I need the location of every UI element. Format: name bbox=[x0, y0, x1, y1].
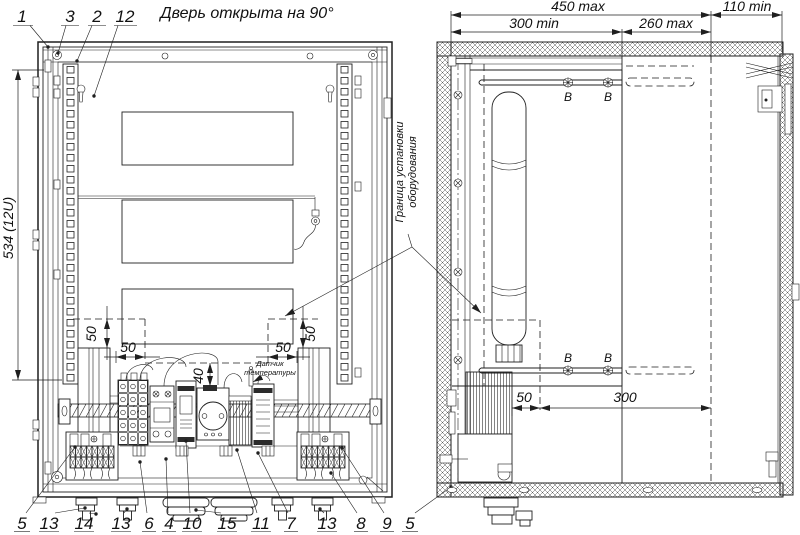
door-handle-side bbox=[792, 284, 799, 300]
gland-side bbox=[484, 498, 532, 526]
side-view bbox=[437, 0, 799, 526]
thermostat bbox=[197, 385, 229, 440]
relay-module bbox=[252, 384, 274, 447]
svg-text:7: 7 bbox=[286, 514, 296, 533]
dim-260-max bbox=[622, 15, 711, 32]
rack-rail-right bbox=[337, 64, 352, 384]
front-view bbox=[0, 7, 453, 533]
marker-b-2: В bbox=[603, 90, 613, 104]
marker-b-4: В bbox=[603, 351, 613, 365]
dim-300-side-label: 300 bbox=[613, 389, 637, 405]
svg-text:13: 13 bbox=[317, 514, 337, 533]
dim-260max-label: 260 max bbox=[639, 15, 693, 31]
drawing-title: Дверь открыта на 90° bbox=[160, 5, 334, 22]
dim-50-side-label: 50 bbox=[516, 389, 532, 405]
terminal-strip bbox=[229, 396, 251, 445]
top-mounting-bar bbox=[448, 56, 622, 66]
callout-3 bbox=[56, 7, 79, 55]
terminal-block-left bbox=[66, 432, 118, 480]
contactor bbox=[150, 386, 174, 442]
equipment-slot-rects bbox=[122, 112, 293, 344]
callout-14 bbox=[74, 512, 98, 533]
dim-50-right-h-label: 50 bbox=[275, 339, 291, 355]
sensor-cable bbox=[78, 196, 320, 249]
dim-40 bbox=[190, 363, 210, 386]
dim-50-right-v-label: 50 bbox=[302, 326, 318, 342]
keyhole-slot-right bbox=[326, 85, 334, 102]
dim-300min-label: 300 min bbox=[509, 15, 559, 31]
cable-duct-right bbox=[298, 348, 330, 437]
svg-text:6: 6 bbox=[144, 514, 154, 533]
svg-text:5: 5 bbox=[17, 514, 27, 533]
sensor-label-1: Датчик bbox=[256, 359, 284, 368]
svg-text:15: 15 bbox=[217, 514, 237, 533]
svg-text:4: 4 bbox=[164, 514, 174, 533]
svg-text:1: 1 bbox=[17, 7, 27, 26]
dim-534-label: 534 (12U) bbox=[0, 196, 16, 260]
svg-text:5: 5 bbox=[405, 514, 415, 533]
callout-2 bbox=[75, 7, 106, 63]
door-pivot-bottom bbox=[45, 462, 51, 474]
boundary-label-2: оборудования bbox=[407, 136, 419, 208]
frame-screws bbox=[53, 51, 378, 60]
terminal-block-right bbox=[297, 432, 349, 480]
svg-text:10: 10 bbox=[182, 514, 202, 533]
power-supply-unit bbox=[176, 381, 196, 448]
dim-40-label: 40 bbox=[190, 368, 206, 384]
svg-text:9: 9 bbox=[382, 514, 392, 533]
cable-clamps bbox=[133, 446, 274, 456]
marker-b-3: В bbox=[563, 351, 573, 365]
rack-rail-left bbox=[63, 64, 78, 384]
svg-text:14: 14 bbox=[74, 514, 94, 533]
svg-text:2: 2 bbox=[92, 7, 102, 26]
dim-300-min bbox=[451, 15, 622, 32]
marker-b-1: В bbox=[563, 90, 573, 104]
cable-duct-left bbox=[78, 348, 110, 437]
door-pivot-top bbox=[45, 60, 51, 72]
svg-text:13: 13 bbox=[39, 514, 59, 533]
callout-4 bbox=[162, 457, 176, 533]
dim-50-left-v-label: 50 bbox=[83, 326, 99, 342]
dim-50-left-h bbox=[104, 339, 160, 363]
equipment-area bbox=[452, 70, 622, 386]
dim-50-side bbox=[512, 389, 540, 416]
sensor-label-2: температуры bbox=[244, 368, 296, 377]
boundary-label-1: Граница установки bbox=[394, 121, 406, 223]
door-latch bbox=[384, 98, 391, 118]
svg-text:12: 12 bbox=[115, 7, 135, 26]
svg-text:8: 8 bbox=[356, 514, 366, 533]
dim-50-left-h-label: 50 bbox=[120, 339, 136, 355]
terminal-block-group bbox=[118, 373, 148, 445]
callout-1 bbox=[13, 7, 50, 49]
dim-300-side bbox=[540, 389, 711, 408]
svg-text:3: 3 bbox=[65, 7, 75, 26]
svg-text:11: 11 bbox=[252, 514, 270, 533]
dim-110-min bbox=[711, 0, 782, 15]
svg-text:13: 13 bbox=[111, 514, 131, 533]
dim-110-label: 110 min bbox=[722, 0, 772, 14]
heater-column bbox=[492, 92, 526, 345]
dim-450-label: 450 max bbox=[551, 0, 605, 14]
